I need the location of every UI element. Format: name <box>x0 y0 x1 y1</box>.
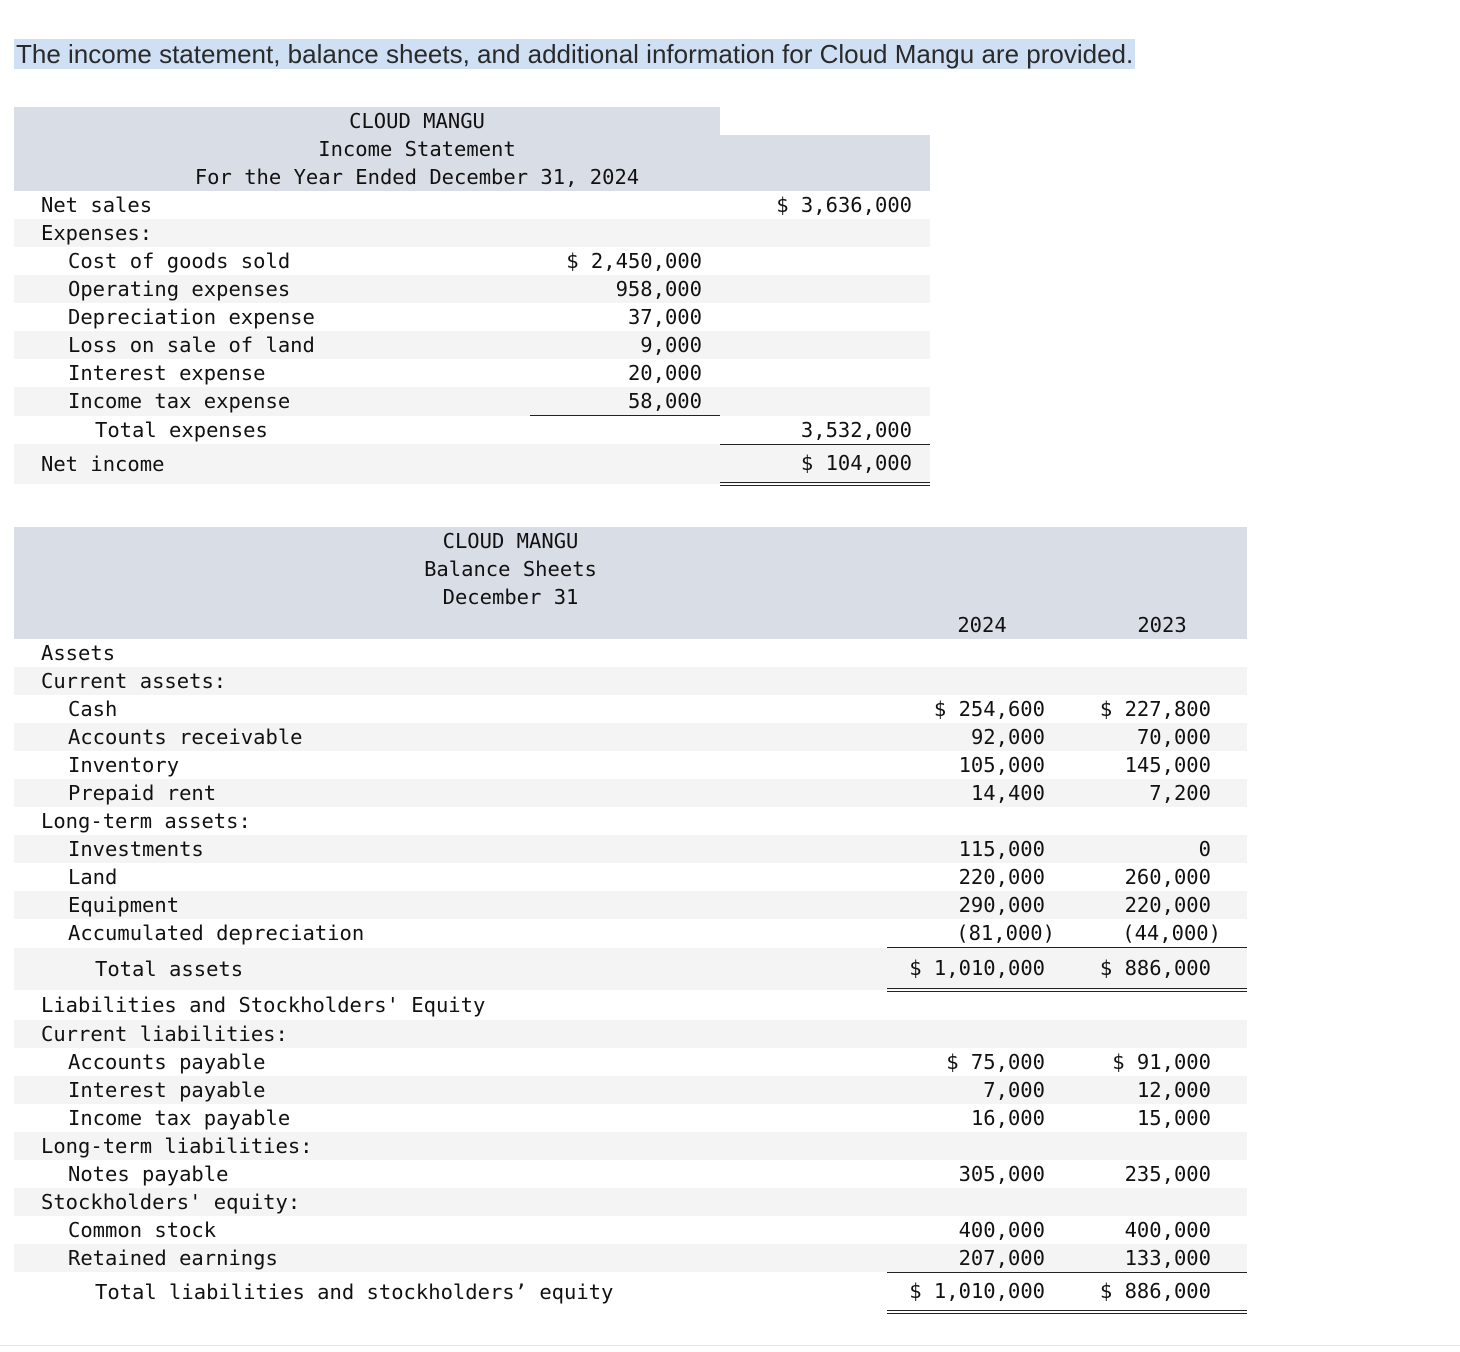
bs-date: December 31 <box>14 583 887 611</box>
bottom-divider <box>0 1345 1460 1346</box>
value-2023: 400,000 <box>1124 1217 1211 1242</box>
row-label: Prepaid rent <box>14 779 887 807</box>
bs-row <box>14 863 1247 891</box>
is-header-company <box>14 107 930 135</box>
value-2024: 14,400 <box>887 779 1067 807</box>
value-2023: 12,000 <box>1067 1076 1247 1104</box>
is-row-net-income <box>14 444 930 484</box>
bs-company: CLOUD MANGU <box>14 527 887 555</box>
is-row-expense <box>14 275 930 303</box>
value-2023: $ 91,000 <box>1112 1049 1211 1074</box>
value-2023: 260,000 <box>1124 865 1211 889</box>
is-row-net-sales <box>14 191 930 219</box>
bs-row-current-liabilities-label <box>14 1020 1247 1048</box>
net-sales-label: Net sales <box>41 193 153 217</box>
value-2023: 235,000 <box>1124 1161 1211 1186</box>
bs-row <box>14 723 1247 751</box>
total-le-2023: $ 886,000 <box>1067 1272 1247 1312</box>
is-title: Income Statement <box>14 135 720 163</box>
row-label: Accounts receivable <box>14 723 887 751</box>
expense-value: $ 2,450,000 <box>566 249 702 273</box>
bs-row-current-assets-label <box>14 667 1247 695</box>
bs-row <box>14 1076 1247 1104</box>
total-assets-2023: $ 886,000 <box>1067 948 1247 990</box>
bs-row-equity-label <box>14 1188 1247 1216</box>
total-le-label: Total liabilities and stockholders’ equity <box>95 1280 614 1304</box>
long-term-liabilities-label: Long-term liabilities: <box>14 1132 887 1160</box>
col-2023-header: 2023 <box>1067 611 1247 639</box>
expense-value: 20,000 <box>627 361 702 385</box>
row-label: Equipment <box>14 891 887 919</box>
row-label: Accumulated depreciation <box>68 921 365 946</box>
value-2024: 16,000 <box>970 1105 1045 1130</box>
bs-row-total-assets <box>14 948 1247 990</box>
value-2024: 92,000 <box>887 723 1067 751</box>
intro-highlight: The income statement, balance sheets, and additional information for Cloud Mangu are provided. <box>16 39 1134 69</box>
bs-row <box>14 779 1247 807</box>
expense-value: 37,000 <box>627 305 702 329</box>
expense-label: Cost of goods sold <box>68 249 291 273</box>
value-2023: $ 227,800 <box>1099 697 1211 721</box>
row-label: Notes payable <box>68 1161 229 1186</box>
expense-value: 958,000 <box>530 275 720 303</box>
value-2024: 7,000 <box>887 1076 1067 1104</box>
expense-value: 58,000 <box>530 387 720 416</box>
bs-row <box>14 1048 1247 1076</box>
bs-row <box>14 1244 1247 1273</box>
is-row-expense <box>14 387 930 416</box>
liab-equity-label: Liabilities and Stockholders' Equity <box>41 992 486 1017</box>
bs-header-company <box>14 527 1247 555</box>
bs-header-title <box>14 555 1247 583</box>
bs-header-date <box>14 583 1247 611</box>
intro-text <box>14 38 1135 70</box>
value-2023: 70,000 <box>1067 723 1247 751</box>
bs-row-assets-label <box>14 639 1247 667</box>
value-2023: 145,000 <box>1124 753 1211 777</box>
total-assets-label: Total assets <box>14 948 887 990</box>
value-2024: 305,000 <box>958 1161 1045 1186</box>
value-2024: (81,000) <box>887 919 1067 948</box>
expense-label: Interest expense <box>68 361 266 385</box>
total-le-2024: $ 1,010,000 <box>887 1272 1067 1312</box>
value-2024: 400,000 <box>958 1217 1045 1242</box>
value-2023: (44,000) <box>1067 919 1247 948</box>
bs-row <box>14 919 1247 948</box>
net-sales-value: $ 3,636,000 <box>776 193 912 217</box>
bs-row <box>14 751 1247 779</box>
income-statement-table <box>14 107 930 486</box>
net-income-label: Net income <box>14 444 530 484</box>
total-expenses-label: Total expenses <box>95 417 268 442</box>
col-2024-header: 2024 <box>887 611 1067 639</box>
bs-row <box>14 1216 1247 1244</box>
value-2024: 115,000 <box>887 835 1067 863</box>
current-liabilities-label: Current liabilities: <box>14 1020 887 1048</box>
long-term-assets-label: Long-term assets: <box>41 809 251 833</box>
row-label: Common stock <box>68 1217 217 1242</box>
bs-row <box>14 891 1247 919</box>
value-2024: $ 75,000 <box>946 1049 1045 1074</box>
expense-label: Income tax expense <box>14 387 530 416</box>
bs-header-columns <box>14 611 1247 639</box>
total-assets-2024: $ 1,010,000 <box>887 948 1067 990</box>
row-label: Income tax payable <box>68 1105 291 1130</box>
bs-row-long-term-assets-label <box>14 807 1247 835</box>
expense-label: Loss on sale of land <box>14 331 530 359</box>
is-period: For the Year Ended December 31, 2024 <box>14 163 720 191</box>
is-company: CLOUD MANGU <box>14 107 720 135</box>
is-header-title <box>14 135 930 163</box>
bs-row <box>14 1160 1247 1188</box>
value-2023: 133,000 <box>1067 1244 1247 1273</box>
value-2023: 0 <box>1067 835 1247 863</box>
is-row-expense <box>14 331 930 359</box>
is-row-total-expenses <box>14 416 930 445</box>
expense-label: Operating expenses <box>14 275 530 303</box>
value-2023: 7,200 <box>1067 779 1247 807</box>
value-2024: $ 254,600 <box>933 697 1045 721</box>
total-expenses-value: 3,532,000 <box>720 416 930 445</box>
value-2024: 290,000 <box>887 891 1067 919</box>
is-row-expense <box>14 303 930 331</box>
value-2023: 15,000 <box>1136 1105 1211 1130</box>
bs-row <box>14 1104 1247 1132</box>
is-row-expense <box>14 247 930 275</box>
is-row-expenses-label <box>14 219 930 247</box>
row-label: Land <box>68 865 118 889</box>
assets-label: Assets <box>41 641 116 665</box>
net-income-value: $ 104,000 <box>720 444 930 484</box>
row-label: Investments <box>14 835 887 863</box>
balance-sheet-table <box>14 527 1247 1314</box>
bs-row <box>14 695 1247 723</box>
row-label: Cash <box>68 697 118 721</box>
row-label: Accounts payable <box>68 1049 266 1074</box>
expense-label: Depreciation expense <box>68 305 315 329</box>
row-label: Retained earnings <box>14 1244 887 1273</box>
bs-row <box>14 835 1247 863</box>
current-assets-label: Current assets: <box>14 667 887 695</box>
value-2024: 220,000 <box>958 865 1045 889</box>
value-2024: 105,000 <box>958 753 1045 777</box>
equity-label: Stockholders' equity: <box>14 1188 887 1216</box>
is-header-period <box>14 163 930 191</box>
is-row-expense <box>14 359 930 387</box>
row-label: Inventory <box>68 753 180 777</box>
expense-value: 9,000 <box>530 331 720 359</box>
bs-row-total-le <box>14 1272 1247 1312</box>
value-2023: 220,000 <box>1067 891 1247 919</box>
value-2024: 207,000 <box>887 1244 1067 1273</box>
bs-row-liab-equity-label <box>14 990 1247 1020</box>
bs-row-long-term-liabilities-label <box>14 1132 1247 1160</box>
row-label: Interest payable <box>14 1076 887 1104</box>
bs-title: Balance Sheets <box>14 555 887 583</box>
expenses-label: Expenses: <box>14 219 530 247</box>
